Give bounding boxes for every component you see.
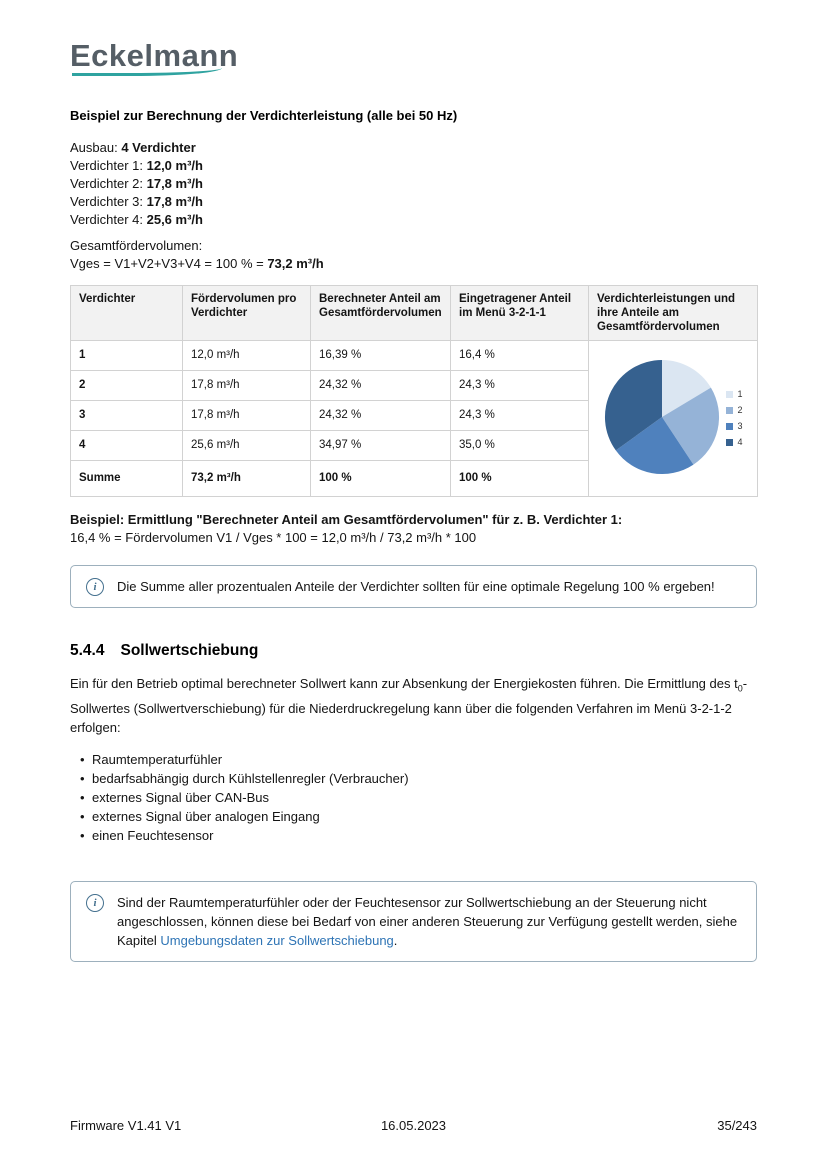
- intro-value: 25,6 m³/h: [146, 212, 203, 227]
- footer-date: 16.05.2023: [380, 1118, 447, 1133]
- vges-value: 73,2 m³/h: [267, 256, 324, 271]
- method-list: [70, 750, 757, 845]
- table-header-row: [71, 286, 758, 341]
- legend-item: [726, 404, 742, 417]
- legend-swatch: [726, 407, 733, 414]
- table-cell: Summe: [71, 461, 183, 497]
- intro-label: Ausbau:: [70, 140, 122, 155]
- logo-text: Eckelmann: [70, 38, 239, 73]
- intro-label: Verdichter 2:: [70, 176, 147, 191]
- table-cell: 24,3 %: [451, 371, 589, 401]
- intro-label: Verdichter 3:: [70, 194, 147, 209]
- compressor-table-body: [71, 341, 758, 497]
- section-title: Sollwertschiebung: [120, 642, 259, 659]
- table-cell: 2: [71, 371, 183, 401]
- legend-item: [726, 388, 742, 401]
- table-cell: 12,0 m³/h: [183, 341, 311, 371]
- section-heading: [70, 642, 757, 660]
- legend-swatch: [726, 423, 733, 430]
- example2-block: [70, 511, 757, 547]
- table-cell: 34,97 %: [311, 431, 451, 461]
- section-paragraph: [70, 674, 757, 737]
- footer-firmware: Firmware V1.41 V1: [70, 1118, 182, 1133]
- list-item: • bedarfsabhängig durch Kühlstellenregler (Verbraucher): [80, 769, 757, 788]
- pie-chart: [603, 358, 721, 480]
- list-item: • einen Feuchtesensor: [80, 826, 757, 845]
- info-box-sensor: [70, 881, 757, 962]
- legend-swatch: [726, 391, 733, 398]
- example-heading: Beispiel zur Berechnung der Verdichterleistung (alle bei 50 Hz): [70, 108, 458, 123]
- table-cell: 4: [71, 431, 183, 461]
- info-text: Die Summe aller prozentualen Anteile der Verdichter sollten für eine optimale Regelung 100 % ergeben!: [117, 579, 715, 594]
- logo-swoosh-icon: [72, 67, 222, 76]
- compressor-table: [70, 285, 758, 497]
- intro-line: [70, 157, 757, 175]
- table-cell: 24,32 %: [311, 401, 451, 431]
- intro-value: 17,8 m³/h: [146, 176, 203, 191]
- page-footer: [70, 1118, 757, 1133]
- section-number: 5.4.4: [70, 642, 105, 659]
- table-cell: 24,3 %: [451, 401, 589, 431]
- col-header-berechneter-anteil: Berechneter Anteil am Gesamtfördervolumen: [311, 286, 451, 341]
- legend-label: 1: [737, 389, 743, 399]
- pie-chart-cell: [589, 341, 758, 497]
- pie-legend: [726, 388, 742, 449]
- list-item: • externes Signal über CAN-Bus: [80, 788, 757, 807]
- intro-value: 12,0 m³/h: [146, 158, 203, 173]
- chapter-link[interactable]: Umgebungsdaten zur Sollwertschiebung: [160, 932, 394, 948]
- col-header-eingetragener-anteil: Eingetragener Anteil im Menü 3-2-1-1: [451, 286, 589, 341]
- table-cell: 3: [71, 401, 183, 431]
- gesamt-label: Gesamtfördervolumen:: [70, 238, 203, 253]
- intro-line: [70, 211, 757, 229]
- table-cell: 100 %: [451, 461, 589, 497]
- table-cell: 16,4 %: [451, 341, 589, 371]
- table-row: [71, 341, 758, 371]
- paragraph-subscript: 0: [737, 683, 743, 694]
- intro-label: Verdichter 4:: [70, 212, 147, 227]
- table-cell: 35,0 %: [451, 431, 589, 461]
- info-icon: i: [86, 578, 104, 596]
- table-cell: 73,2 m³/h: [183, 461, 311, 497]
- intro-line: [70, 175, 757, 193]
- col-header-foerdervolumen: Fördervolumen pro Verdichter: [183, 286, 311, 341]
- table-cell: 25,6 m³/h: [183, 431, 311, 461]
- table-cell: 17,8 m³/h: [183, 371, 311, 401]
- vges-formula: Vges = V1+V2+V3+V4 = 100 % =: [70, 256, 268, 271]
- legend-label: 3: [737, 421, 743, 431]
- legend-item: [726, 420, 742, 433]
- paragraph-text: Ein für den Betrieb optimal berechneter Sollwert kann zur Absenkung der Energiekosten führen. Die Ermittlung des t: [70, 676, 738, 691]
- intro-value: 4 Verdichter: [121, 140, 196, 155]
- col-header-chart: Verdichterleistungen und ihre Anteile am Gesamtfördervolumen: [589, 286, 758, 341]
- list-item: • externes Signal über analogen Eingang: [80, 807, 757, 826]
- vges-line: [70, 255, 757, 273]
- intro-line: [70, 193, 757, 211]
- example2-body: 16,4 % = Fördervolumen V1 / Vges * 100 = 12,0 m³/h / 73,2 m³/h * 100: [70, 530, 477, 545]
- table-cell: 17,8 m³/h: [183, 401, 311, 431]
- legend-item: [726, 436, 742, 449]
- footer-page-number: 35/243: [717, 1118, 757, 1133]
- intro-label: Verdichter 1:: [70, 158, 147, 173]
- table-cell: 1: [71, 341, 183, 371]
- info-box-sum: [70, 565, 757, 608]
- legend-label: 2: [737, 405, 743, 415]
- col-header-verdichter: Verdichter: [71, 286, 183, 341]
- table-cell: 24,32 %: [311, 371, 451, 401]
- intro-value: 17,8 m³/h: [146, 194, 203, 209]
- info-icon: i: [86, 894, 104, 912]
- legend-label: 4: [737, 437, 743, 447]
- info-text: .: [393, 932, 398, 948]
- logo: [70, 38, 238, 74]
- intro-line: [70, 139, 757, 157]
- legend-swatch: [726, 439, 733, 446]
- list-item: • Raumtemperaturfühler: [80, 750, 757, 769]
- table-cell: 16,39 %: [311, 341, 451, 371]
- paragraph-text: -Sollwertes (Sollwertverschiebung) für die Niederdruckregelung kann über die folgenden Verfahren im Menü 3-2-1-2 erfolgen:: [70, 676, 748, 735]
- info-text: Sind der Raumtemperaturfühler oder der Feuchtesensor zur Sollwertschiebung an der Steuerung nicht angeschlossen, können diese bei Bedarf von einer anderen Steuerung zur Verfügung gestellt werden, siehe Kapitel: [117, 894, 738, 948]
- example2-heading: Beispiel: Ermittlung "Berechneter Anteil am Gesamtfördervolumen" für z. B. Verdichter 1:: [70, 512, 623, 527]
- table-cell: 100 %: [311, 461, 451, 497]
